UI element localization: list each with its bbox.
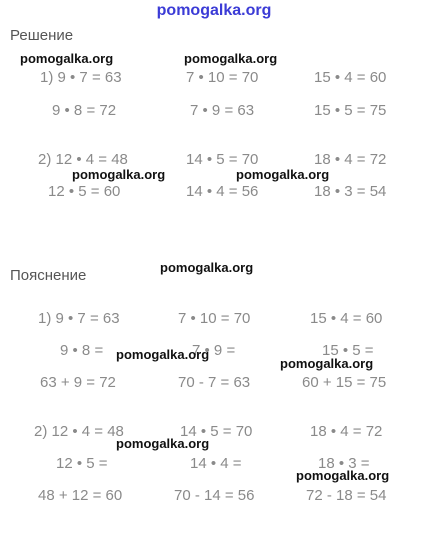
watermark: pomogalka.org xyxy=(72,167,166,182)
watermark: pomogalka.org xyxy=(116,436,210,451)
solution-eq-2-3: 15 • 5 = 75 xyxy=(314,102,387,119)
explanation-eq-6-1: 48 + 12 = 60 xyxy=(38,487,123,504)
watermark: pomogalka.org xyxy=(236,167,330,182)
solution-eq-1-3: 15 • 4 = 60 xyxy=(314,69,387,86)
site-header: pomogalka.org xyxy=(156,2,272,19)
solution-title: Решение xyxy=(10,27,74,44)
explanation-eq-5-2: 14 • 4 = xyxy=(190,455,242,472)
watermark: pomogalka.org xyxy=(280,356,374,371)
explanation-eq-4-2: 14 • 5 = 70 xyxy=(180,423,253,440)
explanation-title: Пояснение xyxy=(10,267,87,284)
solution-eq-3-3: 18 • 4 = 72 xyxy=(314,151,387,168)
solution-eq-4-1: 12 • 5 = 60 xyxy=(48,183,121,200)
watermark: pomogalka.org xyxy=(296,468,390,483)
explanation-eq-3-2: 70 - 7 = 63 xyxy=(178,374,251,391)
solution-eq-2-2: 7 • 9 = 63 xyxy=(190,102,255,119)
watermark: pomogalka.org xyxy=(184,51,278,66)
explanation-eq-1-2: 7 • 10 = 70 xyxy=(178,310,251,327)
explanation-eq-2-1: 9 • 8 = xyxy=(60,342,104,359)
solution-eq-3-2: 14 • 5 = 70 xyxy=(186,151,259,168)
explanation-eq-1-1: 1) 9 • 7 = 63 xyxy=(38,310,120,327)
explanation-eq-5-3: 18 • 3 = xyxy=(318,455,370,472)
solution-eq-4-2: 14 • 4 = 56 xyxy=(186,183,259,200)
watermark: pomogalka.org xyxy=(160,260,254,275)
solution-eq-3-1: 2) 12 • 4 = 48 xyxy=(38,151,128,168)
explanation-eq-2-3: 15 • 5 = xyxy=(322,342,374,359)
explanation-eq-4-3: 18 • 4 = 72 xyxy=(310,423,383,440)
explanation-eq-6-3: 72 - 18 = 54 xyxy=(306,487,387,504)
explanation-eq-3-1: 63 + 9 = 72 xyxy=(40,374,116,391)
watermark: pomogalka.org xyxy=(20,51,114,66)
explanation-eq-1-3: 15 • 4 = 60 xyxy=(310,310,383,327)
explanation-eq-3-3: 60 + 15 = 75 xyxy=(302,374,387,391)
explanation-eq-2-2: 7 • 9 = xyxy=(192,342,236,359)
explanation-eq-6-2: 70 - 14 = 56 xyxy=(174,487,255,504)
solution-eq-1-1: 1) 9 • 7 = 63 xyxy=(40,69,122,86)
explanation-eq-5-1: 12 • 5 = xyxy=(56,455,108,472)
solution-eq-4-3: 18 • 3 = 54 xyxy=(314,183,387,200)
explanation-eq-4-1: 2) 12 • 4 = 48 xyxy=(34,423,124,440)
solution-eq-1-2: 7 • 10 = 70 xyxy=(186,69,259,86)
solution-eq-2-1: 9 • 8 = 72 xyxy=(52,102,117,119)
watermark: pomogalka.org xyxy=(116,347,210,362)
